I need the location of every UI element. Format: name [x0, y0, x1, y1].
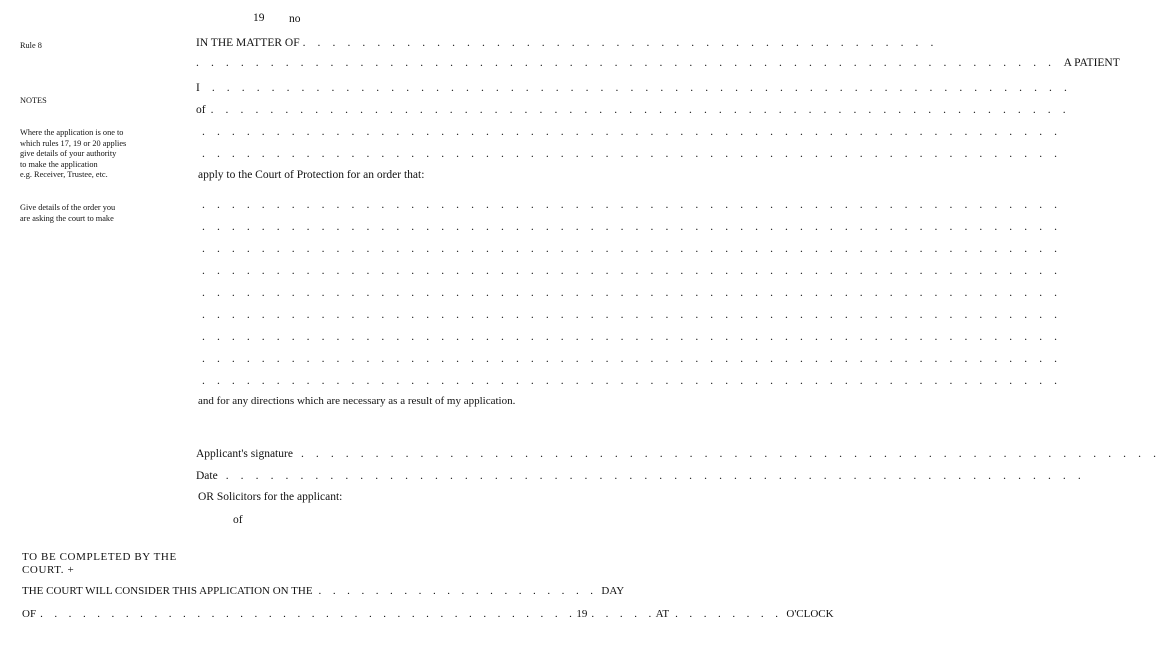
patient-label: A PATIENT — [1063, 57, 1120, 69]
dotted-line: . . . . . . . . — [675, 608, 783, 620]
date-label: Date — [196, 470, 218, 482]
oclock-label: O'CLOCK — [786, 608, 834, 620]
order-line-9[interactable] — [196, 375, 1062, 387]
notes-heading: NOTES — [20, 96, 47, 105]
date-field[interactable] — [196, 470, 1086, 482]
address-line-2[interactable] — [196, 126, 1062, 138]
dotted-line: . . . . . . . . . . . . . . . . . . . . . . . . . . . . . . . . . . . . . . . . . . . . . . . . . . . . . . . . . . — [210, 104, 1071, 116]
dotted-line: . . . . . . . . . . . . . . . . . . . . . . . . . . . . . . . . . . . . . . . . . . . — [302, 37, 938, 49]
of-label: OF — [22, 608, 37, 620]
patient-field[interactable] — [196, 57, 1120, 69]
solicitors-of-label: of — [233, 514, 243, 526]
dotted-line: . . . . . . . . . . . . . . . . . . . . . . . . . . . . . . . . . . . . . . . . . . . . . . . . . . . . . . . . . . — [300, 448, 1161, 460]
court-heading: TO BE COMPLETED BY THE COURT. + — [22, 551, 177, 576]
order-line-3[interactable] — [196, 243, 1062, 255]
dotted-line: . . . . . . . . . . . . . . . . . . . . . . . . . . . . . . . . . . . . . . . . . . . . . . . . . . . . . . . . . . — [225, 470, 1086, 482]
order-line-6[interactable] — [196, 309, 1062, 321]
dotted-line: . . . . . . . . . . . . . . . . . . . . . . . . . . . . . . . . . . . . . . . . . . . . . . . . . . . . . . . . . . — [202, 353, 1062, 365]
year-label: 19 — [576, 608, 588, 620]
applicant-address-field[interactable] — [196, 104, 1071, 116]
dotted-line: . . . . . . . . . . . . . . . . . . . . . . . . . . . . . . . . . . . . . . . . . . . . . . . . . . . . . . . . . . — [202, 331, 1062, 343]
order-line-8[interactable] — [196, 353, 1062, 365]
dotted-line: . . . . . . . . . . . . . . . . . . . . . . . . . . . . . . . . . . . . . . . . . . . . . . . . . . . . . . . . . . — [196, 57, 1056, 69]
of-label: of — [196, 104, 206, 116]
hearing-date-field[interactable] — [22, 608, 834, 620]
dotted-line: . . . . . . . . . . . . . . . . . . . . . . . . . . . . . . . . . . . . . . . . . . . . . . . . . . . . . . . . . . — [202, 148, 1062, 160]
dotted-line: . . . . . . . . . . . . . . . . . . . . . . . . . . . . . . . . . . . . . . . . . . . . . . . . . . . . . . . . . . — [202, 287, 1062, 299]
order-line-1[interactable] — [196, 199, 1062, 211]
dotted-line: . . . . . . . . . . . . . . . . . . . . . . . . . . . . . . . . . . . . . . — [40, 608, 577, 620]
rule-label: Rule 8 — [20, 41, 42, 50]
hearing-day-field[interactable] — [22, 585, 625, 597]
matter-of-field[interactable] — [196, 37, 938, 49]
signature-field[interactable] — [196, 448, 1161, 460]
dotted-line: . . . . . . . . . . . . . . . . . . . . . . . . . . . . . . . . . . . . . . . . . . . . . . . . . . . . . . . . . . — [202, 199, 1062, 211]
signature-label: Applicant's signature — [196, 448, 293, 460]
directions-text: and for any directions which are necessary as a result of my application. — [198, 395, 516, 407]
form-number-label: no — [289, 13, 301, 25]
address-line-3[interactable] — [196, 148, 1062, 160]
order-line-4[interactable] — [196, 265, 1062, 277]
i-label: I — [196, 82, 200, 94]
at-label: AT — [655, 608, 670, 620]
consider-text: THE COURT WILL CONSIDER THIS APPLICATION ON THE — [22, 585, 313, 597]
dotted-line: . . . . . . . . . . . . . . . . . . . . — [318, 585, 598, 597]
dotted-line: . . . . . . . . . . . . . . . . . . . . . . . . . . . . . . . . . . . . . . . . . . . . . . . . . . . . . . . . . . — [202, 126, 1062, 138]
dotted-line: . . . . . . . . . . . . . . . . . . . . . . . . . . . . . . . . . . . . . . . . . . . . . . . . . . . . . . . . . . — [202, 309, 1062, 321]
dotted-line: . . . . . . . . . . . . . . . . . . . . . . . . . . . . . . . . . . . . . . . . . . . . . . . . . . . . . . . . . . — [211, 82, 1072, 94]
order-line-2[interactable] — [196, 221, 1062, 233]
apply-text: apply to the Court of Protection for an order that: — [198, 169, 425, 181]
solicitors-label: OR Solicitors for the applicant: — [198, 491, 343, 503]
dotted-line: . . . . . . . . . . . . . . . . . . . . . . . . . . . . . . . . . . . . . . . . . . . . . . . . . . . . . . . . . . — [202, 375, 1062, 387]
dotted-line: . . . . . — [591, 608, 656, 620]
matter-of-label: IN THE MATTER OF — [196, 37, 300, 49]
order-line-7[interactable] — [196, 331, 1062, 343]
form-year: 19 — [253, 12, 265, 24]
note-authority: Where the application is one to which rules 17, 19 or 20 applies give details of your authority to make the application e.g. Receiver, Trustee, etc. — [20, 128, 127, 179]
day-label: DAY — [601, 585, 625, 597]
dotted-line: . . . . . . . . . . . . . . . . . . . . . . . . . . . . . . . . . . . . . . . . . . . . . . . . . . . . . . . . . . — [202, 243, 1062, 255]
note-order-details: Give details of the order you are asking the court to make — [20, 203, 116, 223]
dotted-line: . . . . . . . . . . . . . . . . . . . . . . . . . . . . . . . . . . . . . . . . . . . . . . . . . . . . . . . . . . — [202, 221, 1062, 233]
order-line-5[interactable] — [196, 287, 1062, 299]
applicant-name-field[interactable] — [196, 82, 1072, 94]
dotted-line: . . . . . . . . . . . . . . . . . . . . . . . . . . . . . . . . . . . . . . . . . . . . . . . . . . . . . . . . . . — [202, 265, 1062, 277]
